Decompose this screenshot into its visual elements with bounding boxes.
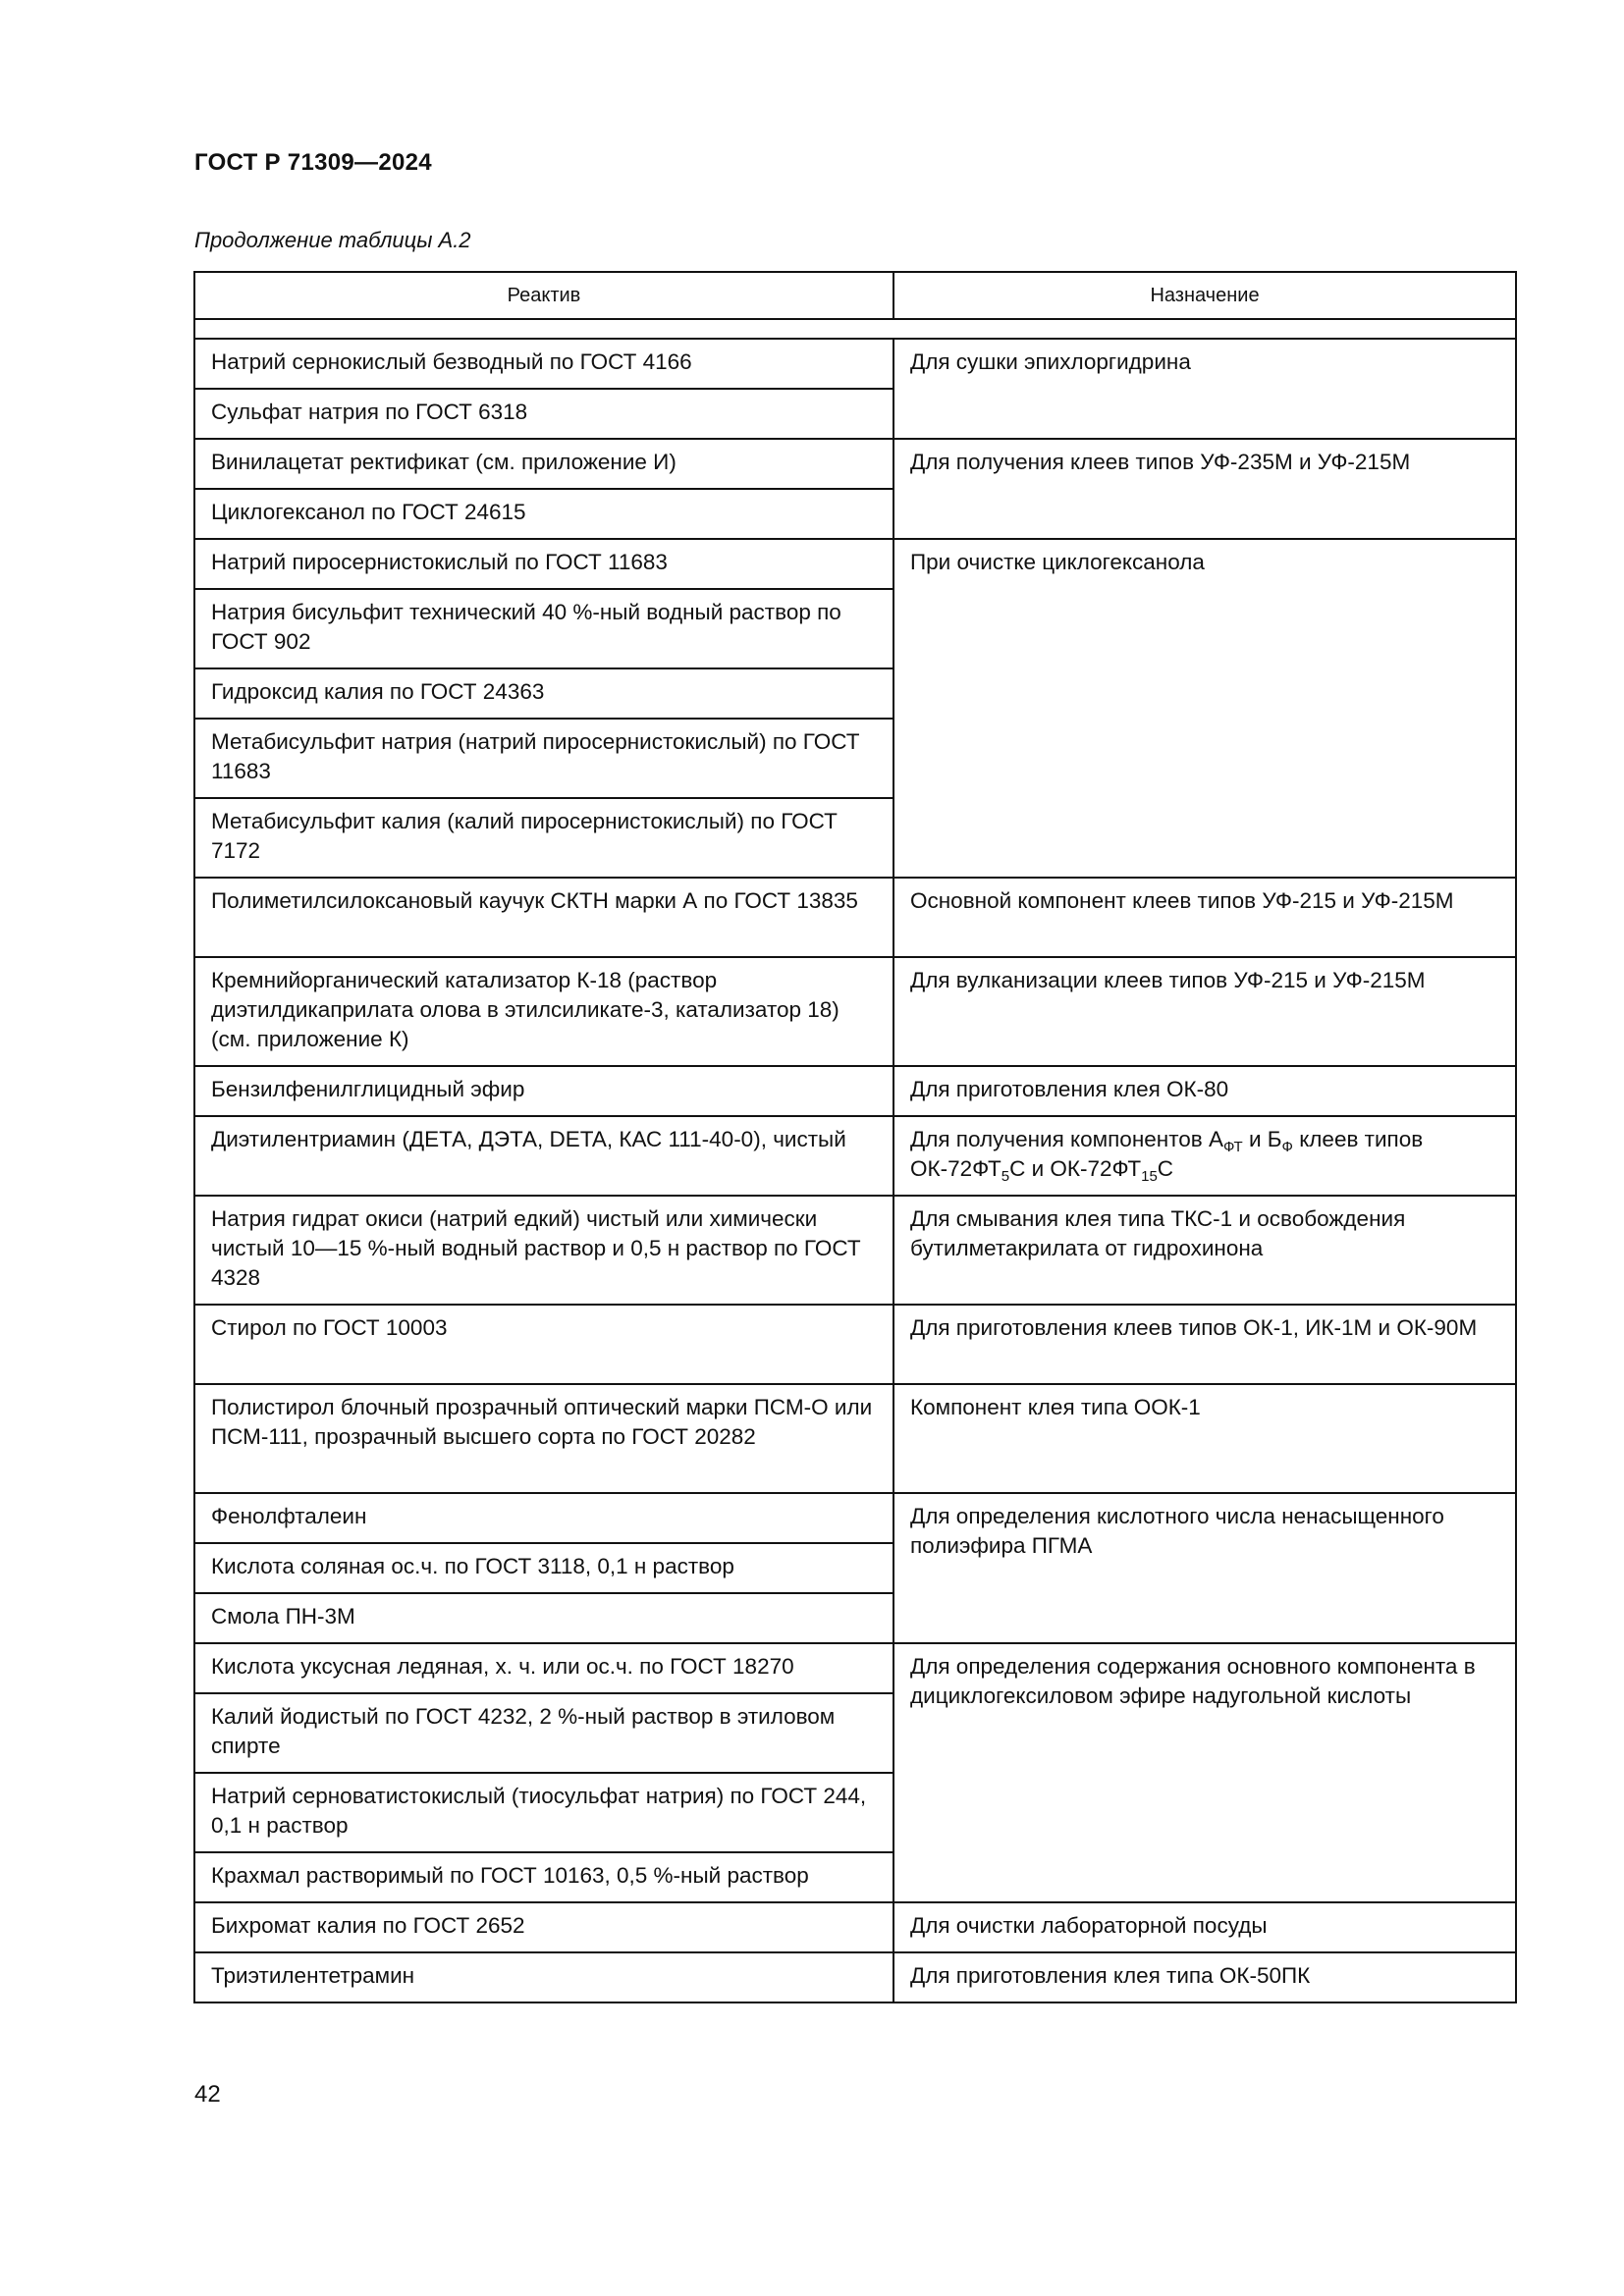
reagent-cell: Сульфат натрия по ГОСТ 6318 — [194, 389, 893, 439]
document-code: ГОСТ Р 71309—2024 — [194, 149, 432, 176]
purpose-cell: Для очистки лабораторной посуды — [893, 1902, 1516, 1952]
reagent-cell: Бихромат калия по ГОСТ 2652 — [194, 1902, 893, 1952]
reagent-cell: Диэтилентриамин (ДЕТА, ДЭТА, DETA, КАС 111-40-0), чистый — [194, 1116, 893, 1196]
table-row — [194, 1952, 1516, 2002]
reagent-cell: Полиметилсилоксановый каучук СКТН марки А по ГОСТ 13835 — [194, 878, 893, 957]
reagent-cell: Метабисульфит калия (калий пиросернистокислый) по ГОСТ 7172 — [194, 798, 893, 878]
table-row — [194, 1116, 1516, 1196]
table-row — [194, 339, 1516, 389]
purpose-text: и Б — [1242, 1127, 1282, 1151]
table-row — [194, 1643, 1516, 1693]
subscript: Ф — [1281, 1139, 1293, 1155]
reagent-cell: Фенолфталеин — [194, 1493, 893, 1543]
table-row — [194, 1902, 1516, 1952]
purpose-cell: Для определения содержания основного компонента в дициклогексиловом эфире надугольной кислоты — [893, 1643, 1516, 1902]
table-row — [194, 1305, 1516, 1384]
reagent-cell: Триэтилентетрамин — [194, 1952, 893, 2002]
purpose-cell: Для вулканизации клеев типов УФ-215 и УФ-215М — [893, 957, 1516, 1066]
reagent-cell: Крахмал растворимый по ГОСТ 10163, 0,5 %-ный раствор — [194, 1852, 893, 1902]
subscript: ФТ — [1222, 1139, 1243, 1155]
reagent-cell: Натрия бисульфит технический 40 %-ный водный раствор по ГОСТ 902 — [194, 589, 893, 668]
reagent-cell: Натрий пиросернистокислый по ГОСТ 11683 — [194, 539, 893, 589]
reagent-cell: Циклогексанол по ГОСТ 24615 — [194, 489, 893, 539]
reagents-table — [193, 271, 1517, 2003]
table-caption: Продолжение таблицы А.2 — [194, 228, 471, 252]
table-row — [194, 878, 1516, 957]
reagent-cell: Метабисульфит натрия (натрий пиросернистокислый) по ГОСТ 11683 — [194, 719, 893, 798]
purpose-cell — [893, 1116, 1516, 1196]
table-row — [194, 1196, 1516, 1305]
purpose-text: С — [1157, 1156, 1174, 1181]
reagent-cell: Калий йодистый по ГОСТ 4232, 2 %-ный раствор в этиловом спирте — [194, 1693, 893, 1773]
reagent-cell: Натрия гидрат окиси (натрий едкий) чистый или химически чистый 10—15 %-ный водный раствор и 0,5 н раствор по ГОСТ 4328 — [194, 1196, 893, 1305]
purpose-cell: Для получения клеев типов УФ-235М и УФ-215М — [893, 439, 1516, 539]
table-row — [194, 439, 1516, 489]
purpose-cell: Для сушки эпихлоргидрина — [893, 339, 1516, 439]
purpose-text: клеев типов ОК-72ФТ — [910, 1127, 1424, 1181]
purpose-cell: При очистке циклогексанола — [893, 539, 1516, 878]
reagent-cell: Полистирол блочный прозрачный оптический марки ПСМ-О или ПСМ-111, прозрачный высшего сорта по ГОСТ 20282 — [194, 1384, 893, 1493]
reagent-cell: Кислота соляная ос.ч. по ГОСТ 3118, 0,1 н раствор — [194, 1543, 893, 1593]
table-row — [194, 539, 1516, 589]
column-header-reagent: Реактив — [194, 272, 893, 319]
reagent-cell: Гидроксид калия по ГОСТ 24363 — [194, 668, 893, 719]
table-header-row — [194, 272, 1516, 319]
purpose-cell: Для определения кислотного числа ненасыщенного полиэфира ПГМА — [893, 1493, 1516, 1643]
purpose-cell: Компонент клея типа ООК-1 — [893, 1384, 1516, 1493]
purpose-cell: Для приготовления клея ОК-80 — [893, 1066, 1516, 1116]
purpose-cell: Для приготовления клея типа ОК-50ПК — [893, 1952, 1516, 2002]
subscript: 5 — [1001, 1168, 1010, 1185]
table-row — [194, 1066, 1516, 1116]
reagent-cell: Бензилфенилглицидный эфир — [194, 1066, 893, 1116]
header-double-rule — [194, 319, 1516, 339]
purpose-cell: Для смывания клея типа ТКС-1 и освобождения бутилметакрилата от гидрохинона — [893, 1196, 1516, 1305]
purpose-text: Для получения компонентов А — [910, 1127, 1223, 1151]
reagent-cell: Смола ПН-3М — [194, 1593, 893, 1643]
column-header-purpose: Назначение — [893, 272, 1516, 319]
reagent-cell: Стирол по ГОСТ 10003 — [194, 1305, 893, 1384]
reagent-cell: Кремнийорганический катализатор К-18 (раствор диэтилдикаприлата олова в этилсиликате-3, катализатор 18) (см. приложение К) — [194, 957, 893, 1066]
purpose-cell: Для приготовления клеев типов ОК-1, ИК-1М и ОК-90М — [893, 1305, 1516, 1384]
purpose-text: С и ОК-72ФТ — [1009, 1156, 1142, 1181]
subscript: 15 — [1141, 1168, 1158, 1185]
table-row — [194, 957, 1516, 1066]
reagent-cell: Натрий серноватистокислый (тиосульфат натрия) по ГОСТ 244, 0,1 н раствор — [194, 1773, 893, 1852]
table-row — [194, 1384, 1516, 1493]
purpose-cell: Основной компонент клеев типов УФ-215 и УФ-215М — [893, 878, 1516, 957]
reagent-cell: Натрий сернокислый безводный по ГОСТ 4166 — [194, 339, 893, 389]
reagent-cell: Кислота уксусная ледяная, х. ч. или ос.ч. по ГОСТ 18270 — [194, 1643, 893, 1693]
reagent-cell: Винилацетат ректификат (см. приложение И) — [194, 439, 893, 489]
page-number: 42 — [194, 2081, 221, 2108]
table-row — [194, 1493, 1516, 1543]
